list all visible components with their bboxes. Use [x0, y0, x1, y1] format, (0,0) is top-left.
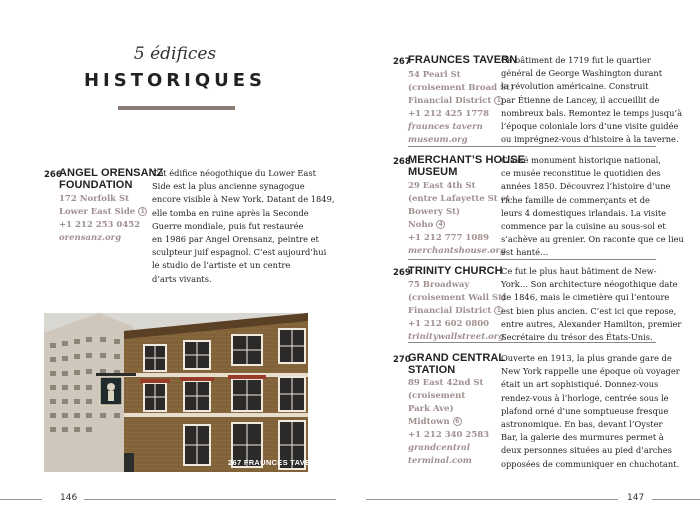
- desc-line: Bar, la galerie des murmures permet à: [501, 432, 664, 443]
- desc-line: général de George Washington durant: [501, 68, 663, 79]
- photo-caption: [228, 458, 322, 467]
- district-line: [408, 305, 506, 318]
- entry-name-line: FOUNDATION: [59, 179, 133, 191]
- desc-line: sculpteur juif espagnol. C’est aujourd’hui: [152, 247, 327, 258]
- photo-caption-name: FRAUNCES TAVERN: [243, 458, 322, 467]
- district-name: Midtown: [408, 417, 450, 427]
- district-line: [408, 95, 514, 108]
- phone: +1 212 253 0452: [59, 220, 141, 230]
- entry-name: [59, 167, 163, 191]
- title-underline: [118, 106, 235, 110]
- desc-line: Ce bâtiment de 1719 fut le quartier: [501, 55, 651, 65]
- district-badge: 1: [494, 96, 503, 105]
- section-title: HISTORIQUES: [83, 70, 267, 91]
- district-line: [408, 219, 510, 232]
- footer-rule: [84, 499, 336, 500]
- desc-line: était un art sophistiqué. Donnez-vous: [501, 379, 659, 390]
- entry-divider: [408, 146, 656, 147]
- entry-address: [408, 180, 510, 258]
- fraunces-tavern-photo: [44, 313, 308, 472]
- entry-name: [408, 265, 503, 277]
- entry-description: [501, 265, 681, 344]
- website-link[interactable]: grandcentral: [408, 443, 470, 453]
- entry-name-line: GRAND CENTRAL: [408, 352, 506, 364]
- desc-line: deux personnes situées au pied d’arches: [501, 445, 672, 456]
- desc-line: astronomique. En bas, devant l’Oyster: [501, 419, 663, 430]
- entry-address: [408, 279, 506, 344]
- entry-name-line: MERCHANT’S HOUSE: [408, 154, 526, 166]
- entry-name-line: FRAUNCES TAVERN: [408, 54, 518, 66]
- address-line: (croisement Wall St): [408, 293, 507, 303]
- desc-line: par Étienne de Lancey, il accueillit de: [501, 94, 660, 105]
- address-line: Park Ave): [408, 404, 454, 414]
- address-line: 29 East 4th St: [408, 181, 476, 191]
- entry-description: [501, 154, 684, 260]
- desc-line: Side est la plus ancienne synagogue: [152, 181, 305, 192]
- desc-line: nombreux bals. Remontez le temps jusqu’à: [501, 107, 683, 118]
- desc-line: est bien plus ancien. C’est ici que repose,: [501, 305, 677, 316]
- phone: +1 212 425 1778: [408, 109, 490, 119]
- district-badge: 1: [494, 306, 503, 315]
- address-line: 75 Broadway: [408, 280, 470, 290]
- desc-line: de 1846, mais le cimetière qui l’entoure: [501, 292, 670, 303]
- desc-line: entre autres, Alexander Hamilton, premier: [501, 318, 682, 329]
- entry-divider: [408, 259, 656, 260]
- photo-illustration: [44, 313, 308, 472]
- desc-line: opposées de communiquer en chuchotant.: [501, 458, 680, 469]
- entry-name-line: TRINITY CHURCH: [408, 265, 503, 277]
- address-line: Bowery St): [408, 207, 461, 217]
- desc-line: Guerre mondiale, puis fut restaurée: [152, 220, 304, 231]
- website-link[interactable]: museum.org: [408, 135, 468, 145]
- desc-line: New York rappelle une époque où voyager: [501, 366, 680, 377]
- address-line: 89 East 42nd St: [408, 378, 484, 388]
- desc-line: le studio de l’artiste et un centre: [152, 260, 291, 271]
- entry-address: [408, 69, 514, 147]
- district-line: [408, 416, 489, 429]
- desc-line: Cet édifice néogothique du Lower East: [152, 168, 316, 178]
- district-name: Lower East Side: [59, 207, 136, 217]
- phone: +1 212 340 2583: [408, 430, 490, 440]
- phone: +1 212 777 1089: [408, 233, 490, 243]
- entry-name-line: ANGEL ORENSANZ: [59, 167, 164, 179]
- entry-description: [501, 352, 680, 471]
- desc-line: s’achève au grenier. On raconte que ce lieu: [501, 234, 684, 245]
- entry-number: 269: [393, 268, 411, 278]
- desc-line: ou imprégnez-vous d’histoire à la taverne.: [501, 134, 679, 145]
- website-link[interactable]: fraunces tavern: [408, 122, 483, 132]
- right-page: [350, 0, 700, 527]
- district-name: Noho: [408, 220, 434, 230]
- website-link[interactable]: trinitywallstreet.org: [408, 332, 505, 342]
- phone: +1 212 602 0800: [408, 319, 490, 329]
- desc-line: en 1986 par Angel Orensanz, peintre et: [152, 234, 319, 245]
- entry-number: 267: [393, 57, 411, 67]
- desc-line: York… Son architecture néogothique date: [501, 279, 678, 290]
- page-number: 146: [60, 493, 78, 503]
- desc-line: l’époque coloniale lors d’une visite guidée: [501, 121, 679, 132]
- page-number: 147: [627, 493, 645, 503]
- district-badge: 1: [138, 207, 147, 216]
- address-line: 54 Pearl St: [408, 70, 461, 80]
- desc-line: riche famille de commerçants et de: [501, 194, 650, 205]
- desc-line: rendez-vous à l’horloge, centrée sous le: [501, 392, 669, 403]
- footer-rule: [366, 499, 618, 500]
- address-line: (entre Lafayette St et: [408, 194, 510, 204]
- footer-rule: [652, 499, 700, 500]
- desc-line: Classé monument historique national,: [501, 155, 661, 165]
- entry-number: 266: [44, 170, 62, 180]
- entry-description: [152, 167, 335, 286]
- footer-rule: [0, 499, 42, 500]
- website-link[interactable]: orensanz.org: [59, 233, 122, 243]
- address-line: (croisement Broad St): [408, 83, 515, 93]
- desc-line: d’arts vivants.: [152, 273, 212, 284]
- website-link[interactable]: terminal.com: [408, 456, 472, 466]
- entry-name-line: STATION: [408, 364, 456, 376]
- entry-number: 268: [393, 157, 411, 167]
- desc-line: années 1850. Découvrez l’histoire d’une: [501, 181, 671, 192]
- district-line: [59, 206, 147, 219]
- desc-line: Ouverte en 1913, la plus grande gare de: [501, 353, 672, 363]
- desc-line: plafond orné d’une somptueuse fresque: [501, 405, 669, 416]
- website-link[interactable]: merchantshouse.org: [408, 246, 506, 256]
- section-count: 5 édifices: [133, 44, 217, 64]
- desc-line: Secrétaire du trésor des États-Unis.: [501, 332, 653, 343]
- desc-line: est hanté…: [501, 247, 549, 258]
- address-line: 172 Norfolk St: [59, 194, 130, 204]
- address-line: (croisement: [408, 391, 466, 401]
- entry-name-line: MUSEUM: [408, 166, 458, 178]
- district-name: Financial District: [408, 96, 492, 106]
- photo-caption-number: 267: [228, 458, 242, 467]
- desc-line: Ce fut le plus haut bâtiment de New-: [501, 266, 657, 276]
- entry-address: [59, 193, 147, 245]
- desc-line: ce musée reconstitue le quotidien des: [501, 168, 661, 179]
- entry-number: 270: [393, 355, 411, 365]
- district-name: Financial District: [408, 306, 492, 316]
- district-badge: 6: [453, 417, 462, 426]
- desc-line: leurs 4 domestiques irlandais. La visite: [501, 207, 667, 218]
- desc-line: encore visible à New York. Datant de 1849,: [152, 194, 335, 205]
- entry-address: [408, 377, 489, 468]
- desc-line: commence par la cuisine au sous-sol et: [501, 221, 666, 232]
- entry-description: [501, 54, 682, 146]
- desc-line: la révolution américaine. Construit: [501, 81, 649, 92]
- desc-line: elle tomba en ruine après la Seconde: [152, 207, 309, 218]
- district-badge: 4: [436, 220, 445, 229]
- entry-name: [408, 352, 505, 376]
- entry-divider: [408, 342, 656, 343]
